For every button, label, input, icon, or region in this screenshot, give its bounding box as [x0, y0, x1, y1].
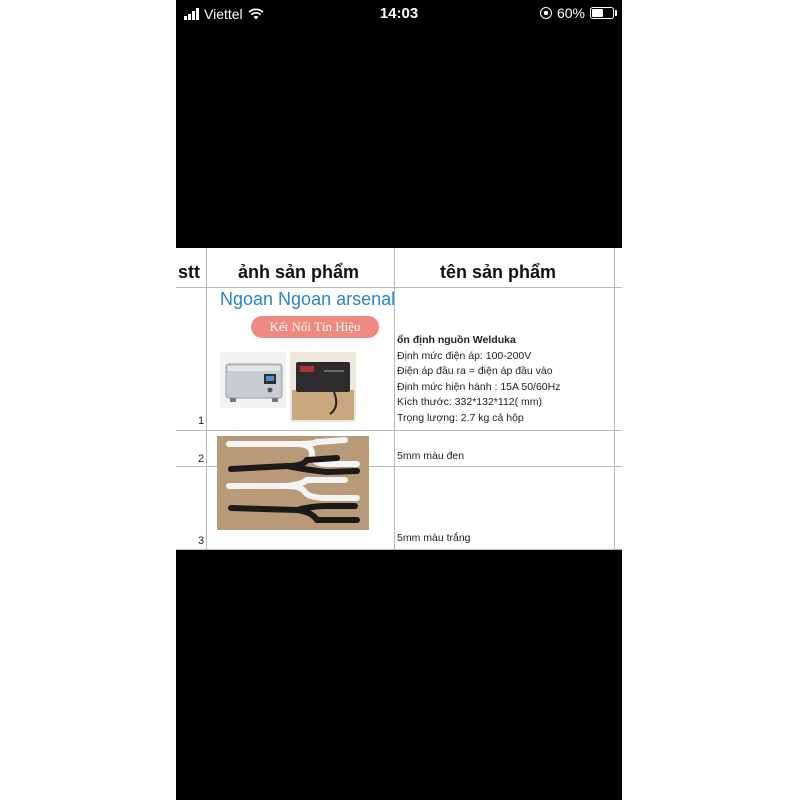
header-name: tên sản phẩm	[440, 262, 557, 282]
header-stt: stt	[178, 262, 200, 282]
product-name-cell: 5mm màu trắng	[397, 532, 471, 544]
carrier-label: Viettel	[204, 6, 243, 22]
shop-badge: Kết Nối Tín Hiệu	[251, 316, 379, 338]
battery-percent: 60%	[556, 5, 585, 21]
battery-icon	[590, 7, 614, 19]
gridline	[206, 248, 207, 550]
stabilizer-silver-photo	[220, 352, 286, 408]
spec-line: Định mức hiện hành : 15A 50/60Hz	[397, 380, 561, 393]
product-description	[397, 333, 560, 426]
product-name-cell: 5mm màu đen	[397, 450, 465, 462]
row-number: 1	[198, 415, 205, 427]
row-number: 3	[198, 535, 205, 547]
status-right	[540, 5, 614, 21]
gridline	[614, 248, 615, 550]
phone-screen	[176, 0, 622, 800]
product-title: ổn định nguồn Welduka	[397, 334, 516, 346]
spreadsheet-image	[176, 248, 622, 550]
spec-line: Kích thước: 332*132*112( mm)	[397, 396, 543, 408]
gridline	[176, 430, 622, 431]
gridline	[176, 287, 622, 288]
status-bar	[176, 0, 622, 28]
rotation-lock-icon	[540, 7, 552, 19]
shop-watermark: Ngoan Ngoan arsenal	[220, 289, 396, 309]
clock: 14:03	[379, 5, 419, 22]
spec-line: Điện áp đầu ra = điện áp đầu vào	[397, 365, 553, 377]
spec-line: Trọng lượng: 2.7 kg cả hộp	[397, 411, 524, 424]
cable-photo	[217, 436, 369, 530]
gridline	[176, 549, 622, 550]
battery-fill	[592, 9, 603, 17]
spec-line: Định mức điện áp: 100-200V	[397, 349, 532, 362]
row-number: 2	[198, 453, 205, 465]
stabilizer-black-box-photo	[290, 352, 356, 422]
header-image: ảnh sản phẩm	[238, 262, 360, 282]
